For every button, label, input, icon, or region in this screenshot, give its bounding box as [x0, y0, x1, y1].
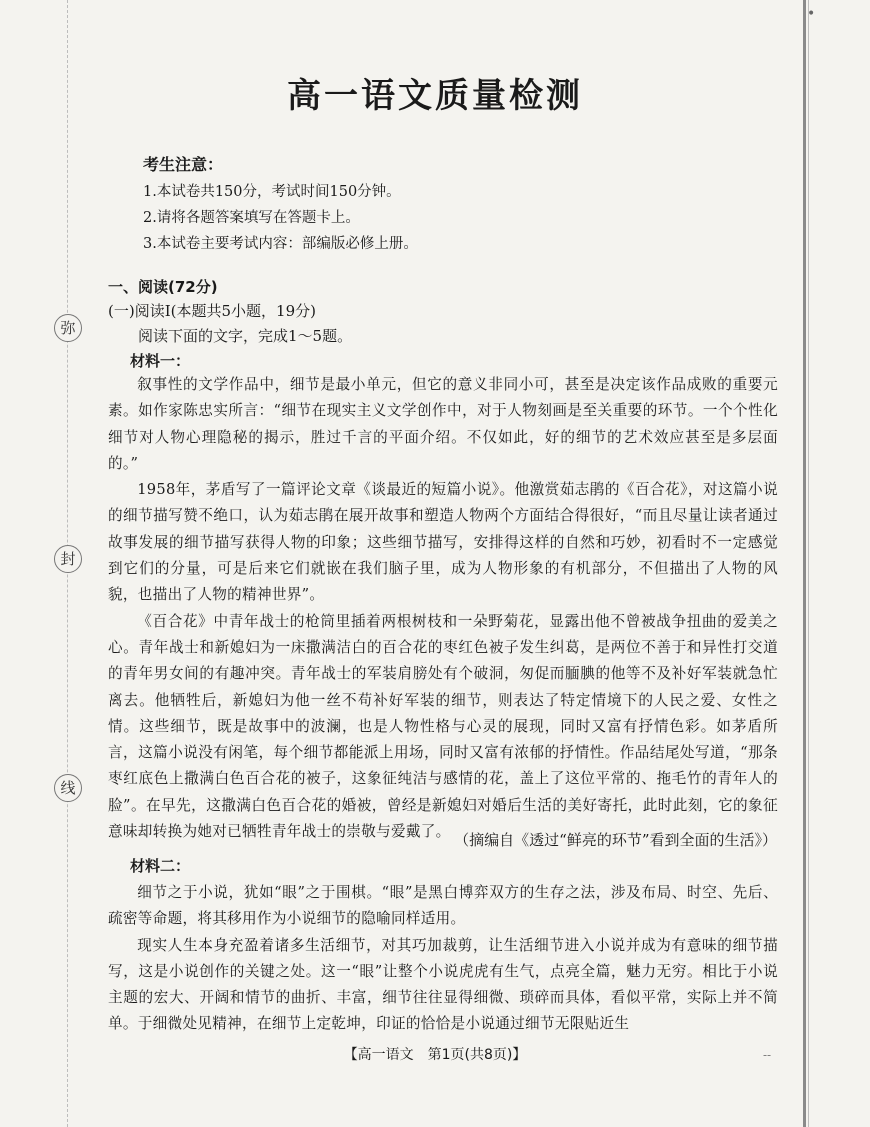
paragraph: 细节之于小说，犹如“眼”之于围棋。“眼”是黑白博弈双方的生存之法，涉及布局、时空、先后、疏密等命题，将其移用作为小说细节的隐喻同样适用。: [108, 884, 778, 928]
notice-heading: 考生注意：: [143, 155, 224, 174]
paragraph: 1958年，茅盾写了一篇评论文章《谈最近的短篇小说》。他激赏茹志鹃的《百合花》，对这篇小说的细节描写赞不绝口，认为茹志鹃在展开故事和塑造人物两个方面结合得很好，“而且尽量让读者通过故事发展的细节描写获得人物的印象；这些细节描写，安排得这样的自然和巧妙，初看时不一定感觉到它们的分量，可是后来它们就嵌在我们脑子里，成为人物形象的有机部分，不但描出了人物的风貌，也描出了人物的精神世界”。: [108, 481, 778, 604]
material-one-source: （摘编自《透过“鲜亮的环节”看到全面的生活》）: [454, 831, 777, 849]
notice-item: 3.本试卷主要考试内容：部编版必修上册。: [143, 236, 418, 252]
material-two-body: [108, 880, 778, 1038]
margin-mark-feng: 封: [54, 545, 82, 573]
paragraph: 现实人生本身充盈着诸多生活细节，对其巧加裁剪，让生活细节进入小说并成为有意味的细节描写，这是小说创作的关键之处。这一“眼”让整个小说虎虎有生气，点亮全篇，魅力无穷。相比于小说主题的宏大、开阔和情节的曲折、丰富，细节往往显得细微、琐碎而具体，看似平常，实际上并不简单。于细微处见精神，在细节上定乾坤，印证的恰恰是小说通过细节无限贴近生: [108, 936, 778, 1033]
material-one-body: [108, 372, 778, 845]
exam-notice: [143, 152, 763, 257]
margin-mark-xian: 线: [54, 774, 82, 802]
notice-item: 1.本试卷共150分，考试时间150分钟。: [143, 184, 401, 200]
page-edge-line-inner: [808, 0, 809, 1127]
subsection-heading: (一)阅读Ⅰ(本题共5小题，19分): [108, 302, 316, 320]
notice-item: 2.请将各题答案填写在答题卡上。: [143, 210, 360, 226]
material-one-label: 材料一：: [130, 352, 191, 370]
margin-mark-mi: 弥: [54, 314, 82, 342]
page-edge-line: [803, 0, 806, 1127]
reading-instruction: 阅读下面的文字，完成1～5题。: [138, 327, 353, 345]
paragraph: 《百合花》中青年战士的枪筒里插着两根树枝和一朵野菊花，显露出他不曾被战争扭曲的爱美之心。青年战士和新媳妇为一床撒满洁白的百合花的枣红色被子发生纠葛，是两位不善于和异性打交道的青年男女间的有趣冲突。青年战士的军装肩膀处有个破洞，匆促而腼腆的他等不及补好军装就急忙离去。他牺牲后，新媳妇为他一丝不苟补好军装的细节，则表达了特定情境下的人民之爱、女性之情。这些细节，既是故事中的波澜，也是人物性格与心灵的展现，同时又富有抒情色彩。如茅盾所言，这篇小说没有闲笔，每个细节都能派上用场，同时又富有浓郁的抒情性。作品结尾处写道，“那条枣红底色上撒满白色百合花的被子，这象征纯洁与感情的花，盖上了这位平常的、拖毛竹的青年人的脸”。在早先，这撒满白色百合花的婚被，曾经是新媳妇对婚后生活的美好寄托，此时此刻，它的象征意味却转换为她对已牺牲青年战士的崇敬与爱戴了。: [108, 612, 778, 841]
paragraph: 叙事性的文学作品中，细节是最小单元，但它的意义非同小可，甚至是决定该作品成败的重要元素。如作家陈忠实所言：“细节在现实主义文学创作中，对于人物刻画是至关重要的环节。一个个性化细节对人物心理隐秘的揭示，胜过千言的平面介绍。不仅如此，好的细节的艺术效应甚至是多层面的。”: [108, 376, 778, 472]
corner-mark: •: [807, 6, 816, 22]
material-two-label: 材料二：: [130, 857, 191, 875]
page-footer: 【高一语文 第1页(共8页)】: [343, 1047, 527, 1063]
footer-dash: --: [763, 1048, 772, 1062]
section-heading: 一、阅读(72分): [108, 278, 218, 296]
page-title: 高一语文质量检测: [287, 76, 583, 116]
